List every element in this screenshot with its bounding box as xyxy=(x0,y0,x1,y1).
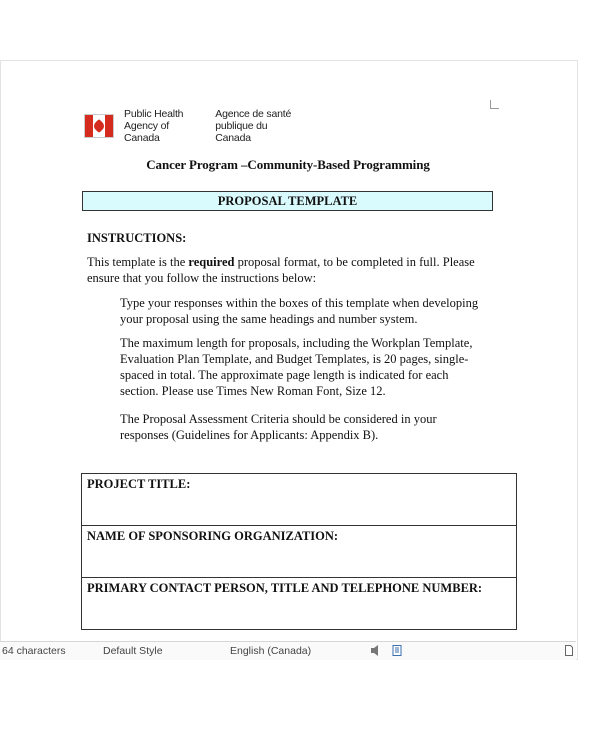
language-selector[interactable]: English (Canada) xyxy=(230,645,312,657)
agency-name-english: Public Health Agency of Canada xyxy=(124,108,184,144)
primary-contact-field[interactable]: PRIMARY CONTACT PERSON, TITLE AND TELEPHONE NUMBER: xyxy=(87,581,483,595)
page-style[interactable]: Default Style xyxy=(103,645,163,657)
instruction-item[interactable]: Type your responses within the boxes of this template when developing your proposal using the same headings and number system. xyxy=(120,296,479,326)
status-bar xyxy=(0,641,576,660)
canada-flag-icon xyxy=(84,114,114,138)
text-boundary-corner xyxy=(490,100,499,109)
character-count[interactable]: 64 characters xyxy=(2,645,66,657)
sponsoring-organization-field[interactable]: NAME OF SPONSORING ORGANIZATION: xyxy=(82,526,516,578)
agency-logo xyxy=(84,108,297,144)
document-title: Cancer Program –Community-Based Programming xyxy=(146,157,430,172)
instruction-item[interactable]: The maximum length for proposals, including the Workplan Template, Evaluation Plan Template, and Budget Templates, is 20 pages, single-spaced in total. The approximate page length is indicated for each section. Please use Times New Roman Font, Size 12. xyxy=(120,336,473,398)
intro-paragraph[interactable]: This template is the required proposal format, to be completed in full. Please ensure that you follow the instructions below: xyxy=(87,255,475,285)
instruction-item[interactable]: The Proposal Assessment Criteria should be considered in your responses (Guidelines for Applicants: Appendix B). xyxy=(120,412,437,442)
instructions-heading: INSTRUCTIONS: xyxy=(87,231,187,245)
proposal-template-heading: PROPOSAL TEMPLATE xyxy=(82,191,493,211)
document-modified-icon[interactable] xyxy=(392,645,402,656)
agency-name-french: Agence de santé publique du Canada xyxy=(215,108,292,144)
project-info-table xyxy=(81,473,517,630)
project-title-field[interactable]: PROJECT TITLE: xyxy=(82,474,516,526)
insert-mode-icon[interactable] xyxy=(370,645,380,656)
single-page-view-icon[interactable] xyxy=(564,645,574,656)
